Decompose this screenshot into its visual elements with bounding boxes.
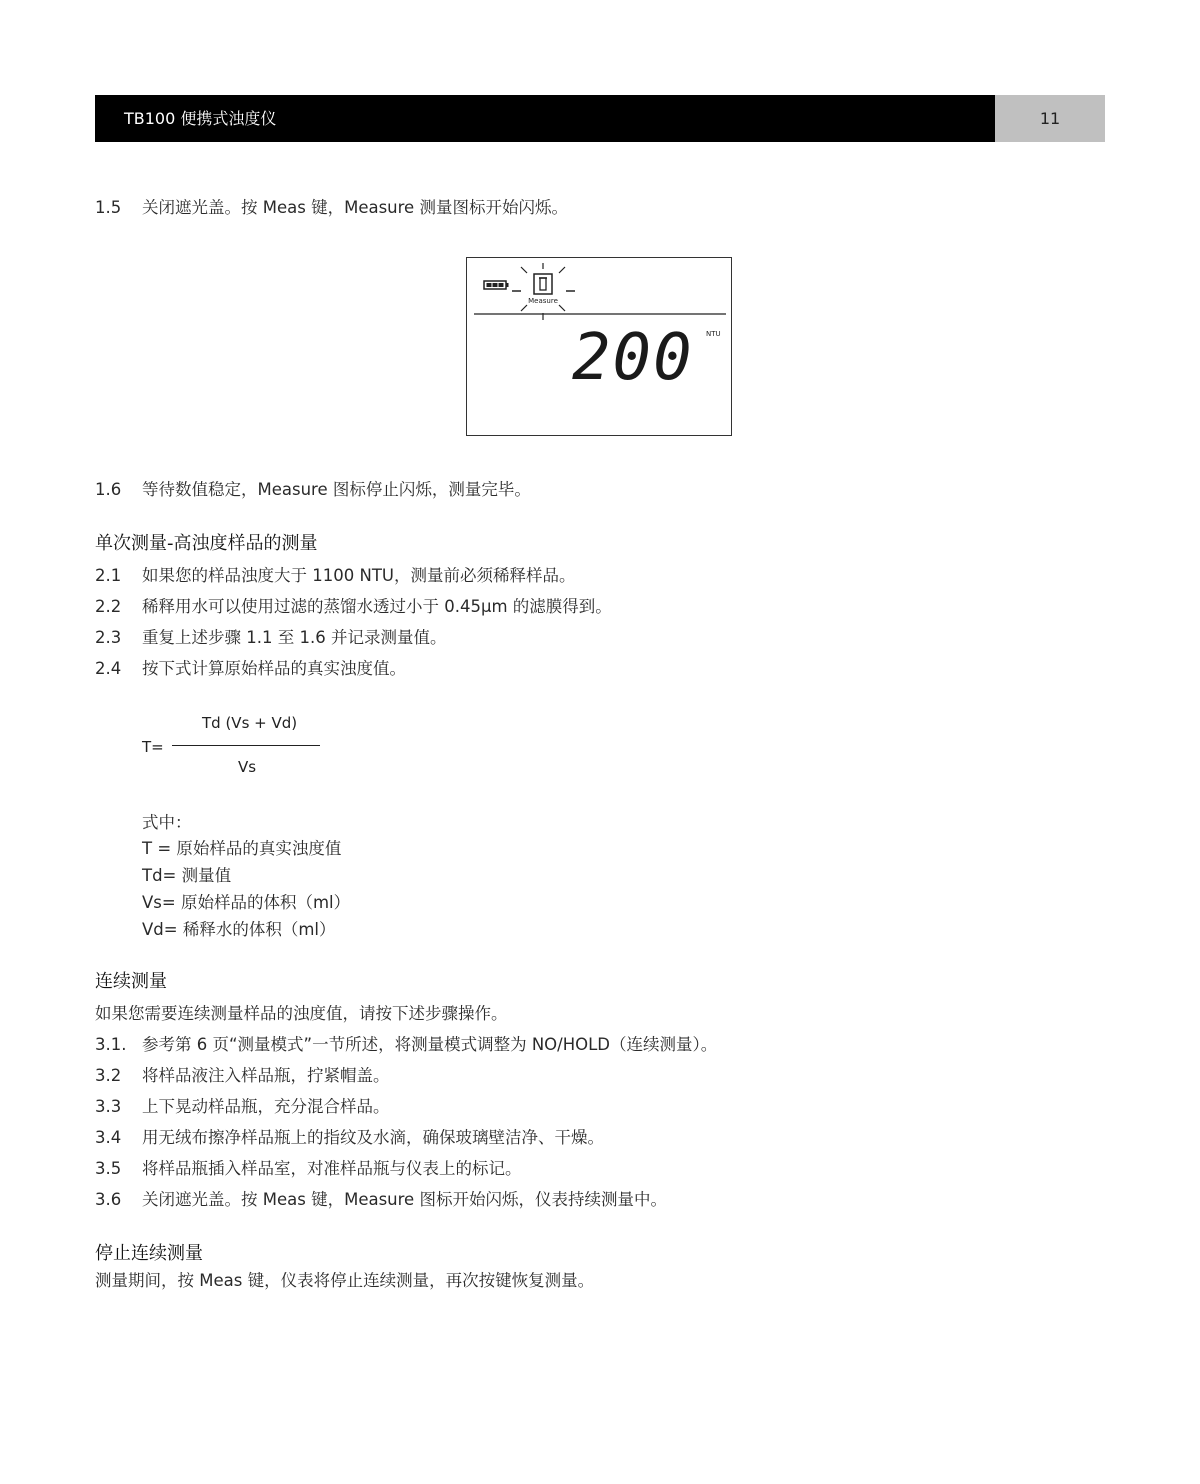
step-text: 重复上述步骤 1.1 至 1.6 并记录测量值。 — [142, 628, 447, 647]
definition-td: Td= 测量值 — [142, 866, 232, 885]
battery-icon — [484, 281, 509, 289]
step-text: 将样品瓶插入样品室，对准样品瓶与仪表上的标记。 — [142, 1159, 522, 1178]
stop-continuous-text: 测量期间，按 Meas 键，仪表将停止连续测量，再次按键恢复测量。 — [95, 1271, 595, 1290]
step-number: 1.5 — [95, 198, 122, 217]
step-number: 3.4 — [95, 1128, 122, 1147]
definition-t: T = 原始样品的真实浊度值 — [142, 839, 342, 858]
heading-high-turbidity: 单次测量-高浊度样品的测量 — [95, 533, 318, 554]
step-number: 2.1 — [95, 566, 122, 585]
step-text: 参考第 6 页“测量模式”一节所述，将测量模式调整为 NO/HOLD（连续测量）。 — [142, 1035, 718, 1054]
step-number: 3.1. — [95, 1035, 127, 1054]
definition-vd: Vd= 稀释水的体积（ml） — [142, 920, 336, 939]
step-number: 3.6 — [95, 1190, 122, 1209]
step-number: 2.3 — [95, 628, 122, 647]
step-text: 稀释用水可以使用过滤的蒸馏水透过小于 0.45μm 的滤膜得到。 — [142, 597, 612, 616]
step-text: 将样品液注入样品瓶，拧紧帽盖。 — [142, 1066, 390, 1085]
step-number: 3.2 — [95, 1066, 122, 1085]
step-text: 如果您的样品浊度大于 1100 NTU，测量前必须稀释样品。 — [142, 566, 576, 585]
fraction-bar — [172, 745, 320, 746]
header-title: TB100 便携式浊度仪 — [95, 95, 995, 142]
lcd-reading: 200 — [572, 321, 694, 395]
step-text: 按下式计算原始样品的真实浊度值。 — [142, 659, 406, 678]
lcd-display-illustration — [466, 257, 732, 436]
page-number: 11 — [995, 95, 1105, 142]
definition-vs: Vs= 原始样品的体积（ml） — [142, 893, 351, 912]
measure-icon — [534, 274, 552, 294]
formula-numerator: Td (Vs + Vd) — [202, 714, 298, 732]
formula-lhs: T= — [142, 738, 164, 756]
step-number: 2.2 — [95, 597, 122, 616]
continuous-intro: 如果您需要连续测量样品的浊度值，请按下述步骤操作。 — [95, 1004, 508, 1023]
formula-denominator: Vs — [238, 758, 257, 776]
blink-rays-icon — [521, 263, 565, 320]
step-text: 等待数值稳定，Measure 图标停止闪烁，测量完毕。 — [142, 480, 531, 499]
step-number: 3.5 — [95, 1159, 122, 1178]
step-text: 关闭遮光盖。按 Meas 键，Measure 测量图标开始闪烁。 — [142, 198, 568, 217]
step-text: 上下晃动样品瓶，充分混合样品。 — [142, 1097, 390, 1116]
lcd-unit: NTU — [706, 330, 721, 338]
page-header — [95, 95, 1105, 142]
lcd-svg — [467, 258, 733, 437]
where-label: 式中： — [142, 813, 192, 832]
step-text: 关闭遮光盖。按 Meas 键，Measure 图标开始闪烁，仪表持续测量中。 — [142, 1190, 667, 1209]
step-number: 3.3 — [95, 1097, 122, 1116]
heading-stop-continuous: 停止连续测量 — [95, 1243, 203, 1264]
step-number: 2.4 — [95, 659, 122, 678]
measure-label: Measure — [528, 297, 558, 305]
dilution-formula — [142, 710, 342, 790]
step-number: 1.6 — [95, 480, 122, 499]
step-text: 用无绒布擦净样品瓶上的指纹及水滴，确保玻璃壁洁净、干燥。 — [142, 1128, 604, 1147]
heading-continuous: 连续测量 — [95, 971, 167, 992]
